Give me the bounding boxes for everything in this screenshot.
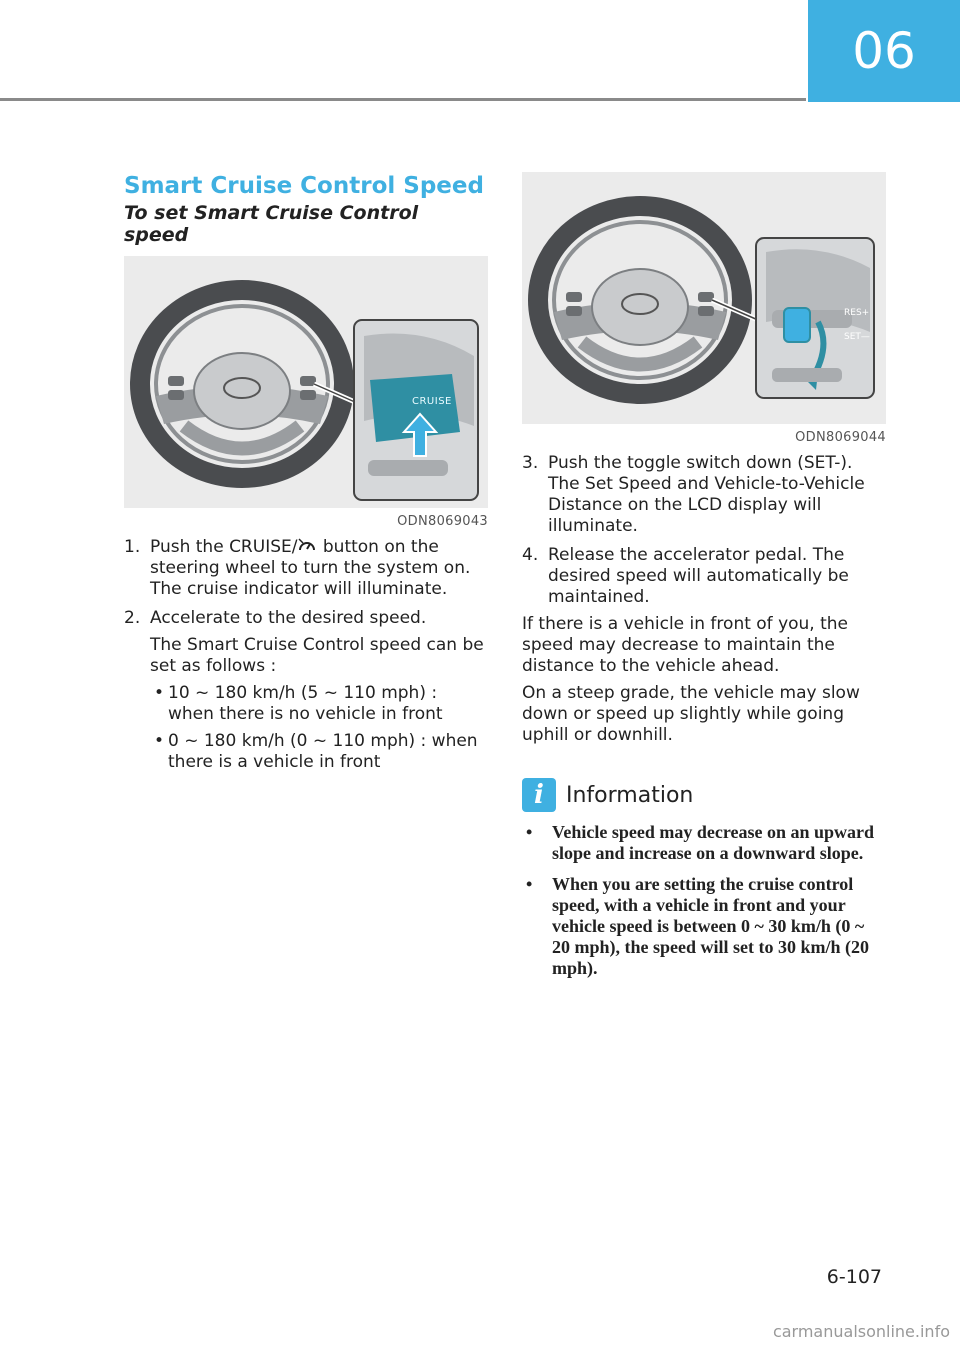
speed-range-bullet: • 10 ~ 180 km/h (5 ~ 110 mph) : when there is no vehicle in front (154, 683, 443, 724)
figure-code: ODN8069044 (795, 430, 886, 445)
toggle-switch-illustration (522, 172, 886, 424)
step-4: 4. Release the accelerator pedal. The desired speed will automatically be maintained. (522, 545, 849, 607)
set-label: SET— (844, 332, 870, 342)
step-1: 1. Push the CRUISE/ button on the steering wheel to turn the system on. The cruise indicator will illuminate. (124, 537, 471, 599)
subtitle: To set Smart Cruise Control speed (124, 202, 419, 246)
cruise-speedometer-icon (297, 537, 317, 555)
body-paragraph: If there is a vehicle in front of you, the speed may decrease to maintain the distance to the vehicle ahead. (522, 614, 849, 676)
speed-range-bullet: • 0 ~ 180 km/h (0 ~ 110 mph) : when there is a vehicle in front (154, 731, 478, 772)
set-as-follows: The Smart Cruise Control speed can be set as follows : (150, 635, 484, 676)
information-item: • When you are setting the cruise control speed, with a vehicle in front and your vehicle speed is between 0 ~ 30 km/h (0 ~ 20 mph), the speed will set to 30 km/h (20 mph). (526, 874, 870, 978)
chapter-tab: 06 (808, 0, 960, 102)
cruise-button-label: CRUISE (412, 396, 452, 407)
right-column (522, 172, 886, 979)
step-3: 3. Push the toggle switch down (SET-). The Set Speed and Vehicle-to-Vehicle Distance on the LCD display will illuminate. (522, 453, 865, 536)
section-title: Smart Cruise Control Speed (124, 173, 484, 199)
step-2: 2. Accelerate to the desired speed. (124, 608, 427, 628)
steering-wheel-illustration (124, 256, 488, 508)
watermark: carmanualsonline.info (772, 1322, 950, 1341)
information-header (522, 778, 886, 812)
info-icon: i (522, 778, 556, 812)
res-label: RES+ (844, 308, 870, 318)
left-column (124, 172, 488, 773)
information-title: Information (566, 782, 694, 808)
steering-wheel-figure-cruise (124, 256, 488, 508)
information-item: • Vehicle speed may decrease on an upward slope and increase on a downward slope. (526, 822, 875, 863)
figure-code: ODN8069043 (397, 514, 488, 529)
header-rule (0, 98, 806, 101)
steering-wheel-figure-toggle (522, 172, 886, 424)
page-number: 6-107 (826, 1266, 882, 1288)
body-paragraph: On a steep grade, the vehicle may slow down or speed up slightly while going uphill or downhill. (522, 683, 860, 745)
